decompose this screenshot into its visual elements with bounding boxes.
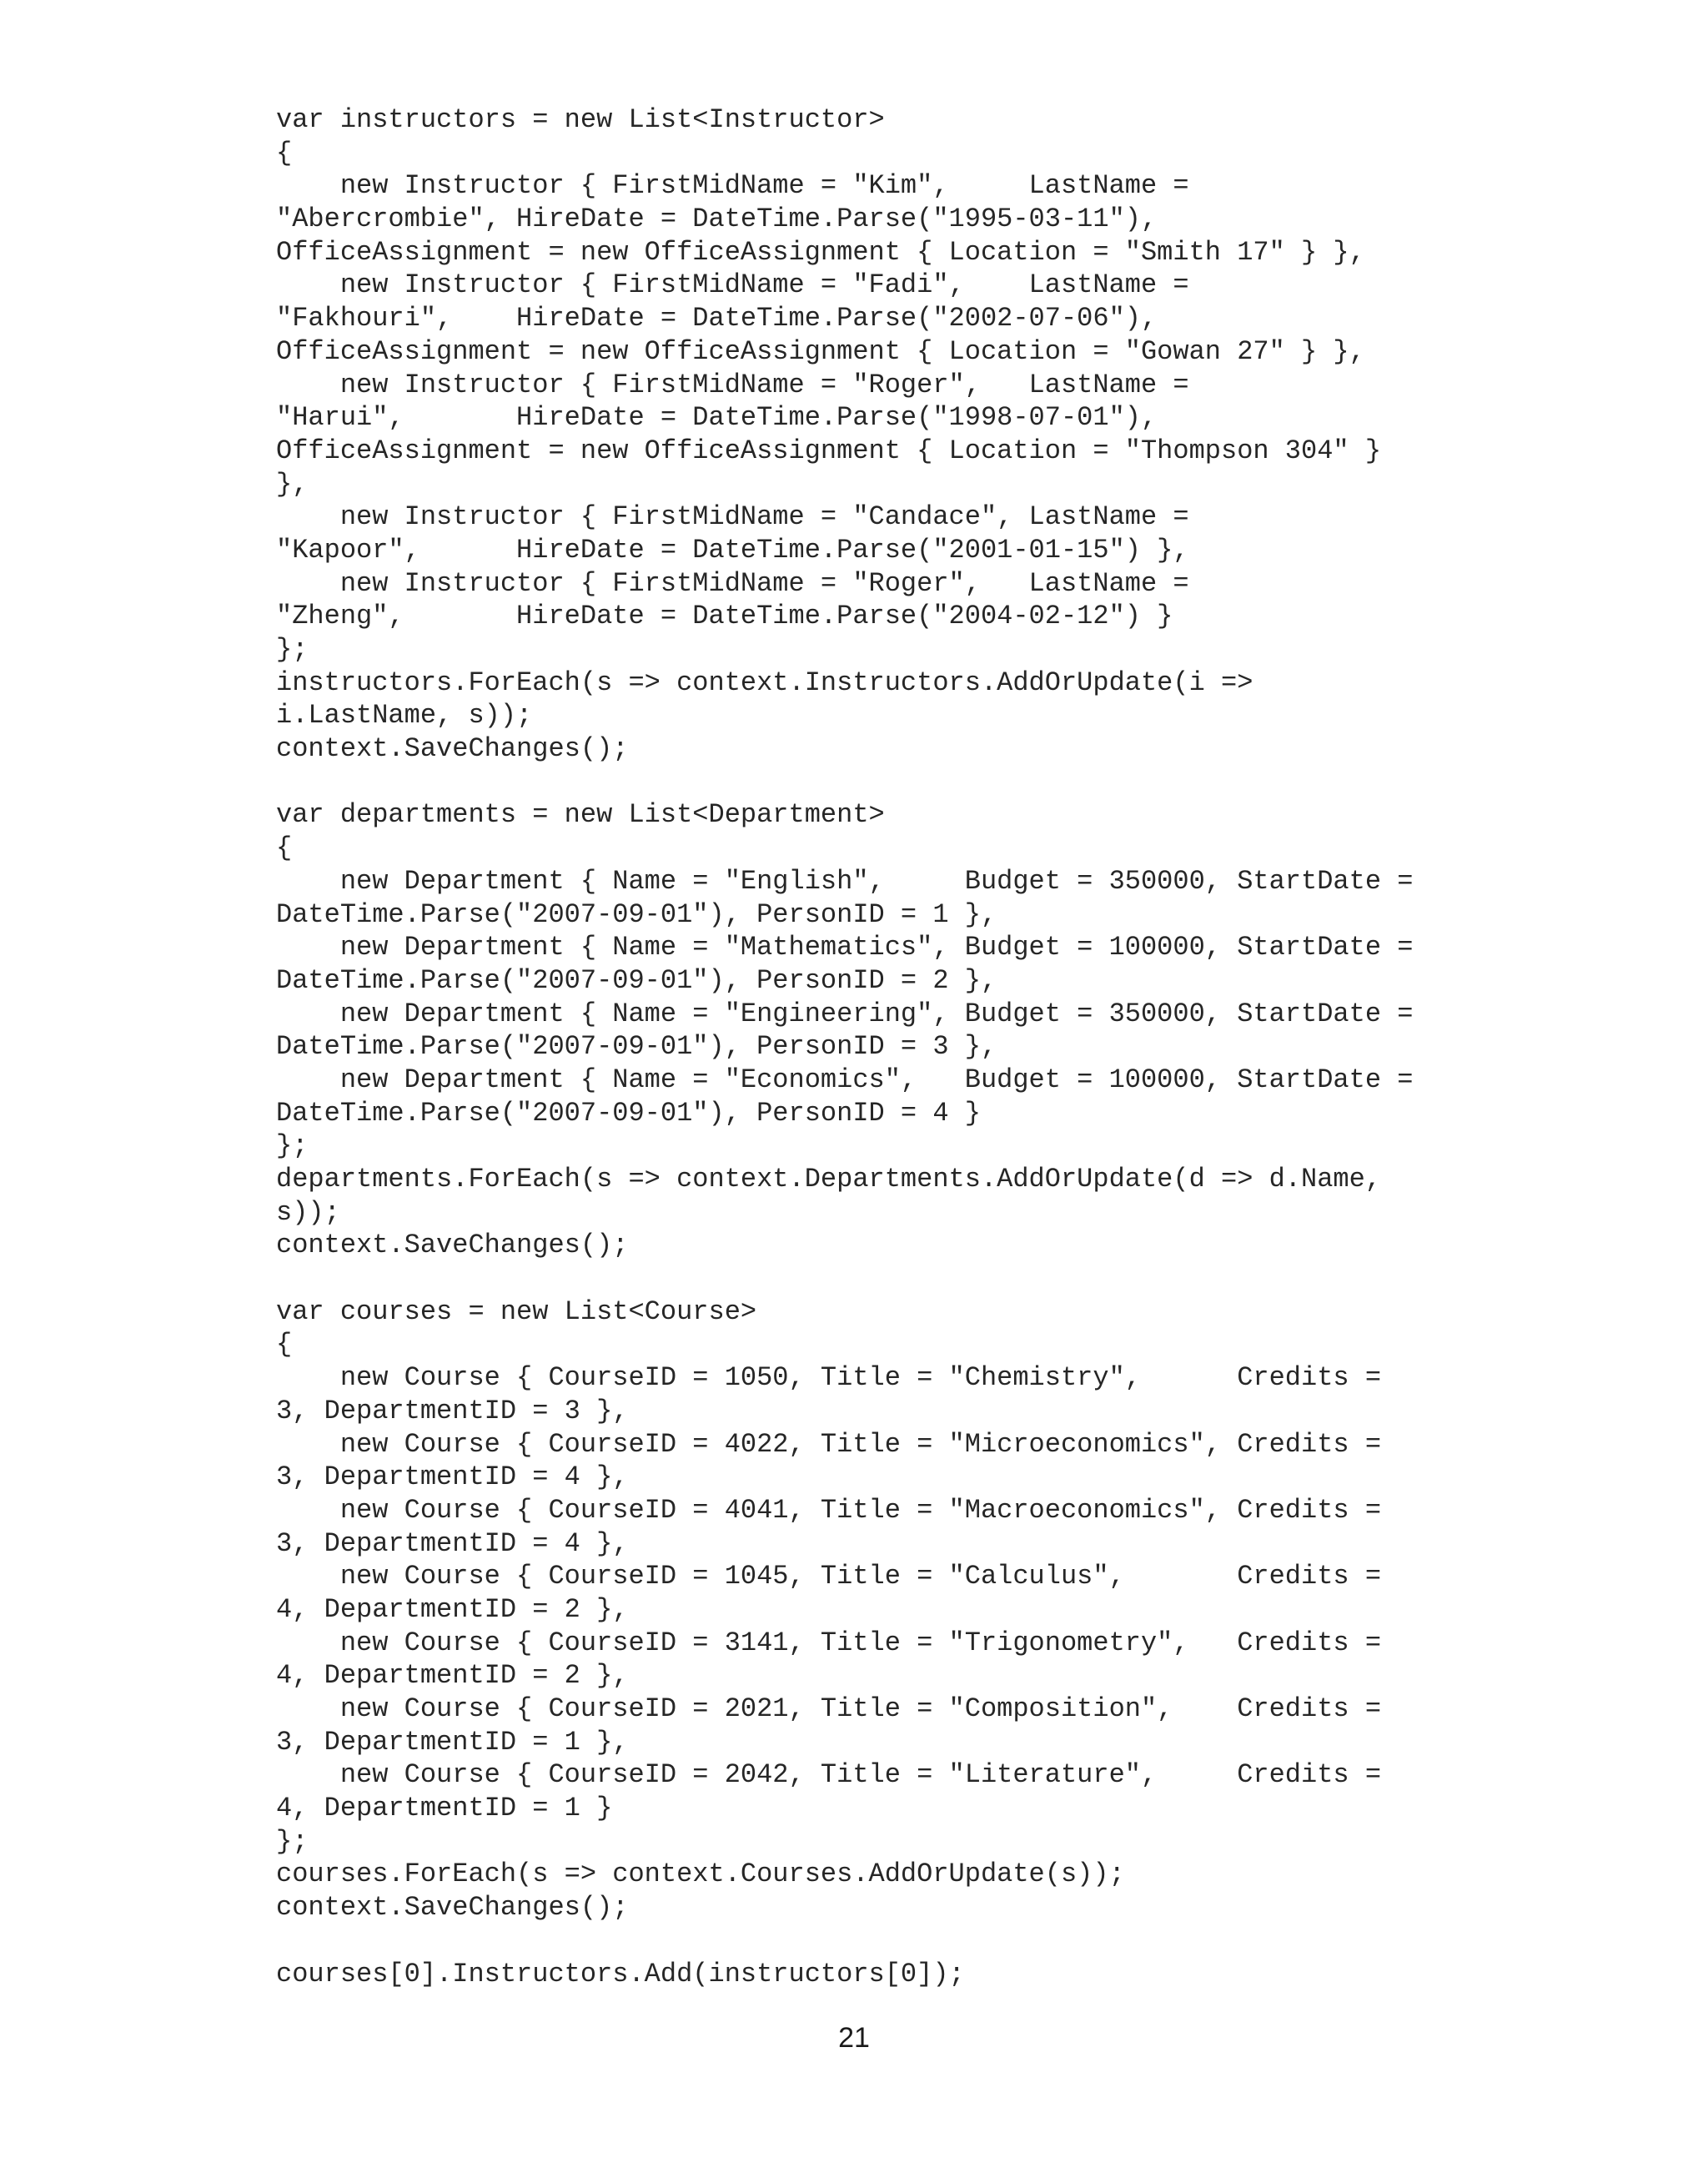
code-line	[276, 766, 1413, 799]
code-line: new Department { Name = "English", Budget = 350000, StartDate =	[276, 865, 1414, 897]
code-line: 3, DepartmentID = 3 },	[276, 1395, 629, 1426]
code-line: };	[276, 634, 309, 665]
code-line: new Department { Name = "Engineering", Budget = 350000, StartDate =	[276, 998, 1414, 1029]
code-listing	[276, 103, 1413, 1990]
code-line: 4, DepartmentID = 2 },	[276, 1593, 629, 1625]
code-line: {	[276, 137, 293, 169]
code-line: s));	[276, 1196, 340, 1228]
code-line: DateTime.Parse("2007-09-01"), PersonID = 4 }	[276, 1097, 981, 1129]
code-line: new Department { Name = "Mathematics", Budget = 100000, StartDate =	[276, 932, 1414, 963]
code-line: context.SaveChanges();	[276, 1892, 629, 1924]
code-line: new Course { CourseID = 4022, Title = "Microeconomics", Credits =	[276, 1428, 1382, 1460]
code-line: context.SaveChanges();	[276, 1230, 629, 1261]
code-line: i.LastName, s));	[276, 700, 533, 732]
code-line: {	[276, 832, 293, 864]
code-line: };	[276, 1130, 309, 1162]
code-line	[276, 1262, 1413, 1295]
code-line: instructors.ForEach(s => context.Instructors.AddOrUpdate(i =>	[276, 666, 1253, 698]
code-line: var instructors = new List<Instructor>	[276, 104, 885, 135]
code-line: new Department { Name = "Economics", Budget = 100000, StartDate =	[276, 1064, 1414, 1095]
code-line: new Instructor { FirstMidName = "Kim", LastName =	[276, 170, 1189, 202]
code-line: new Course { CourseID = 1045, Title = "Calculus", Credits =	[276, 1561, 1382, 1592]
code-line: 4, DepartmentID = 1 }	[276, 1793, 613, 1824]
code-line: DateTime.Parse("2007-09-01"), PersonID = 3 },	[276, 1031, 997, 1063]
code-line: new Instructor { FirstMidName = "Roger", LastName =	[276, 567, 1189, 599]
code-line: "Kapoor", HireDate = DateTime.Parse("2001-01-15") },	[276, 534, 1189, 566]
code-line: new Instructor { FirstMidName = "Candace", LastName =	[276, 501, 1189, 533]
code-line: new Course { CourseID = 2021, Title = "Composition", Credits =	[276, 1693, 1382, 1724]
code-line: DateTime.Parse("2007-09-01"), PersonID = 1 },	[276, 898, 997, 930]
code-line: 3, DepartmentID = 4 },	[276, 1527, 629, 1559]
code-line: new Instructor { FirstMidName = "Roger", LastName =	[276, 369, 1189, 400]
code-line: "Abercrombie", HireDate = DateTime.Parse("1995-03-11"),	[276, 204, 1158, 235]
code-line: OfficeAssignment = new OfficeAssignment { Location = "Gowan 27" } },	[276, 335, 1365, 367]
code-line: "Zheng", HireDate = DateTime.Parse("2004-02-12") }	[276, 601, 1173, 632]
code-line	[276, 1924, 1413, 1958]
code-line: "Harui", HireDate = DateTime.Parse("1998-07-01"),	[276, 402, 1158, 434]
code-line: {	[276, 1329, 293, 1361]
code-line: new Course { CourseID = 3141, Title = "Trigonometry", Credits =	[276, 1627, 1382, 1658]
code-line: DateTime.Parse("2007-09-01"), PersonID = 2 },	[276, 964, 997, 996]
code-line: 4, DepartmentID = 2 },	[276, 1660, 629, 1692]
code-line: new Course { CourseID = 2042, Title = "Literature", Credits =	[276, 1759, 1382, 1791]
code-line: OfficeAssignment = new OfficeAssignment { Location = "Thompson 304" }	[276, 435, 1382, 466]
page-number: 21	[838, 2022, 870, 2054]
code-line: },	[276, 468, 309, 500]
code-line: courses.ForEach(s => context.Courses.AddOrUpdate(s));	[276, 1859, 1125, 1890]
code-line: new Instructor { FirstMidName = "Fadi", LastName =	[276, 269, 1189, 301]
code-line: };	[276, 1825, 309, 1857]
code-line: new Course { CourseID = 1050, Title = "Chemistry", Credits =	[276, 1362, 1382, 1394]
code-line: OfficeAssignment = new OfficeAssignment { Location = "Smith 17" } },	[276, 236, 1365, 268]
code-line: courses[0].Instructors.Add(instructors[0]);	[276, 1958, 965, 1989]
code-line: "Fakhouri", HireDate = DateTime.Parse("2002-07-06"),	[276, 303, 1158, 335]
code-line: var courses = new List<Course>	[276, 1295, 757, 1327]
code-line: 3, DepartmentID = 4 },	[276, 1461, 629, 1493]
code-line: new Course { CourseID = 4041, Title = "Macroeconomics", Credits =	[276, 1494, 1382, 1526]
code-line: departments.ForEach(s => context.Departments.AddOrUpdate(d => d.Name,	[276, 1164, 1382, 1195]
code-line: 3, DepartmentID = 1 },	[276, 1726, 629, 1758]
code-line: context.SaveChanges();	[276, 733, 629, 765]
code-line: var departments = new List<Department>	[276, 799, 885, 831]
